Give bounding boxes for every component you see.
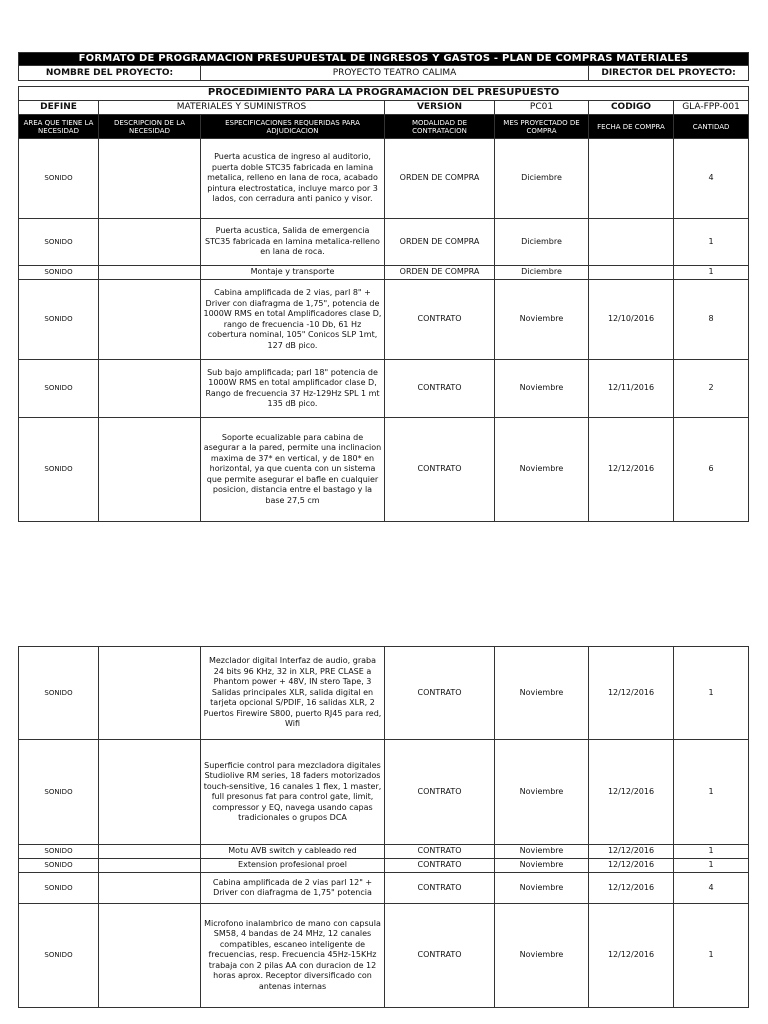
cell-mes: Noviembre xyxy=(495,418,589,522)
cell-area: SONIDO xyxy=(19,873,99,904)
director-label: DIRECTOR DEL PROYECTO: xyxy=(589,66,749,81)
cell-mes: Diciembre xyxy=(495,219,589,266)
cell-descripcion xyxy=(99,859,201,873)
cell-modalidad: ORDEN DE COMPRA xyxy=(385,266,495,280)
col-cantidad: CANTIDAD xyxy=(674,115,749,139)
table-row xyxy=(19,139,749,219)
cell-cantidad: 1 xyxy=(674,219,749,266)
cell-fecha: 12/12/2016 xyxy=(589,418,674,522)
cell-mes: Noviembre xyxy=(495,280,589,360)
table-row xyxy=(19,904,749,1008)
cell-mes: Noviembre xyxy=(495,845,589,859)
cell-fecha: 12/11/2016 xyxy=(589,360,674,418)
cell-descripcion xyxy=(99,219,201,266)
col-descripcion: DESCRIPCION DE LA NECESIDAD xyxy=(99,115,201,139)
budget-table-continued xyxy=(18,646,749,1008)
cell-modalidad: CONTRATO xyxy=(385,859,495,873)
table-row xyxy=(19,219,749,266)
cell-fecha: 12/10/2016 xyxy=(589,280,674,360)
cell-descripcion xyxy=(99,873,201,904)
col-fecha: FECHA DE COMPRA xyxy=(589,115,674,139)
cell-descripcion xyxy=(99,845,201,859)
col-especificaciones: ESPECIFICACIONES REQUERIDAS PARA ADJUDICACION xyxy=(201,115,385,139)
cell-area: SONIDO xyxy=(19,360,99,418)
cell-especificaciones: Puerta acustica de ingreso al auditorio, puerta doble STC35 fabricada en lamina metalica, relleno en lana de roca, acabado pintura electrostatica, incluye marco por 3 lados, con cerradura anti panico y visor. xyxy=(201,139,385,219)
cell-area: SONIDO xyxy=(19,740,99,845)
form-title: FORMATO DE PROGRAMACIÓN PRESUPUESTAL DE INGRESOS Y GASTOS - PLAN DE COMPRAS MATERIALES xyxy=(19,53,749,66)
cell-area: SONIDO xyxy=(19,904,99,1008)
cell-modalidad: CONTRATO xyxy=(385,873,495,904)
cell-fecha: 12/12/2016 xyxy=(589,859,674,873)
table-row xyxy=(19,873,749,904)
cell-descripcion xyxy=(99,360,201,418)
cell-cantidad: 1 xyxy=(674,647,749,740)
budget-table xyxy=(18,52,749,522)
cell-fecha: 12/12/2016 xyxy=(589,873,674,904)
table-row xyxy=(19,360,749,418)
cell-fecha xyxy=(589,219,674,266)
cell-fecha xyxy=(589,266,674,280)
cell-especificaciones: Motu AVB switch y cableado red xyxy=(201,845,385,859)
cell-modalidad: CONTRATO xyxy=(385,647,495,740)
cell-modalidad: CONTRATO xyxy=(385,845,495,859)
cell-fecha xyxy=(589,139,674,219)
cell-mes: Noviembre xyxy=(495,360,589,418)
cell-mes: Noviembre xyxy=(495,647,589,740)
cell-fecha: 12/12/2016 xyxy=(589,740,674,845)
col-area: AREA QUE TIENE LA NECESIDAD xyxy=(19,115,99,139)
cell-especificaciones: Puerta acustica, Salida de emergencia STC35 fabricada en lamina metalica-relleno en lana de roca. xyxy=(201,219,385,266)
cell-modalidad: CONTRATO xyxy=(385,740,495,845)
cell-cantidad: 1 xyxy=(674,845,749,859)
version-value: PC01 xyxy=(495,101,589,115)
col-modalidad: MODALIDAD DE CONTRATACION xyxy=(385,115,495,139)
cell-modalidad: CONTRATO xyxy=(385,360,495,418)
cell-fecha: 12/12/2016 xyxy=(589,845,674,859)
cell-mes: Noviembre xyxy=(495,873,589,904)
table-row xyxy=(19,266,749,280)
cell-descripcion xyxy=(99,904,201,1008)
table-row xyxy=(19,280,749,360)
cell-cantidad: 1 xyxy=(674,266,749,280)
cell-fecha: 12/12/2016 xyxy=(589,647,674,740)
cell-descripcion xyxy=(99,418,201,522)
cell-area: SONIDO xyxy=(19,219,99,266)
cell-especificaciones: Cabina amplificada de 2 vias parl 12" + Driver con diafragma de 1,75" potencia xyxy=(201,873,385,904)
cell-descripcion xyxy=(99,647,201,740)
cell-especificaciones: Sub bajo amplificada; parl 18" potencia de 1000W RMS en total amplificador clase D, Rango de frecuencia 37 Hz-129Hz SPL 1 mt 135 dB pico. xyxy=(201,360,385,418)
cell-especificaciones: Montaje y transporte xyxy=(201,266,385,280)
cell-mes: Noviembre xyxy=(495,904,589,1008)
procedure-title: PROCEDIMIENTO PARA LA PROGRAMACIÓN DEL PRESUPUESTO xyxy=(19,87,749,101)
project-label: NOMBRE DEL PROYECTO: xyxy=(19,66,201,81)
table-body-page2 xyxy=(19,647,749,1008)
table-row xyxy=(19,647,749,740)
cell-descripcion xyxy=(99,280,201,360)
cell-area: SONIDO xyxy=(19,280,99,360)
project-value: PROYECTO TEATRO CALIMA xyxy=(201,66,589,81)
cell-cantidad: 8 xyxy=(674,280,749,360)
cell-fecha: 12/12/2016 xyxy=(589,904,674,1008)
codigo-value: GLA-FPP-001 xyxy=(674,101,749,115)
cell-descripcion xyxy=(99,740,201,845)
table-row xyxy=(19,740,749,845)
cell-descripcion xyxy=(99,266,201,280)
cell-modalidad: CONTRATO xyxy=(385,418,495,522)
cell-area: SONIDO xyxy=(19,266,99,280)
table-row xyxy=(19,845,749,859)
version-label: VERSION xyxy=(385,101,495,115)
cell-cantidad: 4 xyxy=(674,139,749,219)
cell-cantidad: 1 xyxy=(674,740,749,845)
cell-mes: Noviembre xyxy=(495,740,589,845)
define-value: MATERIALES Y SUMINISTROS xyxy=(99,101,385,115)
cell-especificaciones: Mezclador digital Interfaz de audio, graba 24 bits 96 KHz, 32 in XLR, PRE CLASE a Phantom power + 48V, IN stero Tape, 3 Salidas principales XLR, salida digital en tarjeta opcional S/PDIF, 16 salidas XLR, 2 Puertos Firewire S800, puerto RJ45 para red, Wifi xyxy=(201,647,385,740)
cell-descripcion xyxy=(99,139,201,219)
table-row xyxy=(19,418,749,522)
cell-area: SONIDO xyxy=(19,418,99,522)
cell-especificaciones: Extension profesional proel xyxy=(201,859,385,873)
cell-cantidad: 4 xyxy=(674,873,749,904)
codigo-label: CODIGO xyxy=(589,101,674,115)
cell-modalidad: ORDEN DE COMPRA xyxy=(385,139,495,219)
table-row xyxy=(19,859,749,873)
cell-cantidad: 6 xyxy=(674,418,749,522)
cell-mes: Diciembre xyxy=(495,139,589,219)
cell-especificaciones: Microfono inalambrico de mano con capsula SM58, 4 bandas de 24 MHz, 12 canales compatibles, escaneo inteligente de frecuencias, resp. Frecuencia 45Hz-15KHz trabaja con 2 pilas AA con duracion de 12 horas aprox. Receptor diversificado con antenas internas xyxy=(201,904,385,1008)
cell-cantidad: 1 xyxy=(674,859,749,873)
cell-area: SONIDO xyxy=(19,647,99,740)
budget-sheet xyxy=(18,52,758,522)
cell-modalidad: CONTRATO xyxy=(385,904,495,1008)
cell-modalidad: ORDEN DE COMPRA xyxy=(385,219,495,266)
cell-cantidad: 2 xyxy=(674,360,749,418)
cell-area: SONIDO xyxy=(19,845,99,859)
cell-modalidad: CONTRATO xyxy=(385,280,495,360)
cell-area: SONIDO xyxy=(19,859,99,873)
cell-especificaciones: Superficie control para mezcladora digitales Studiolive RM series, 18 faders motorizados touch-sensitive, 16 canales 1 flex, 1 master, full presonus fat para control gate, limit, compressor y EQ, navega usando capas tradicionales o grupos DCA xyxy=(201,740,385,845)
define-label: DEFINE xyxy=(19,101,99,115)
table-body-page1 xyxy=(19,139,749,522)
col-mes: MES PROYECTADO DE COMPRA xyxy=(495,115,589,139)
cell-cantidad: 1 xyxy=(674,904,749,1008)
cell-mes: Noviembre xyxy=(495,859,589,873)
cell-especificaciones: Cabina amplificada de 2 vias, parl 8" + Driver con diafragma de 1,75", potencia de 1000W RMS en total Amplificadores clase D, rango de frecuencia -10 Db, 61 Hz cobertura nominal, 105" Conicos SLP 1mt, 127 dB pico. xyxy=(201,280,385,360)
cell-especificaciones: Soporte ecualizable para cabina de asegurar a la pared, permite una inclinacion maxima de 37* en vertical, y de 180* en horizontal, ya que cuenta con un sistema que permite asegurar el bafle en cualquier posicion, distancia entre el bastago y la base 27,5 cm xyxy=(201,418,385,522)
cell-mes: Diciembre xyxy=(495,266,589,280)
cell-area: SONIDO xyxy=(19,139,99,219)
